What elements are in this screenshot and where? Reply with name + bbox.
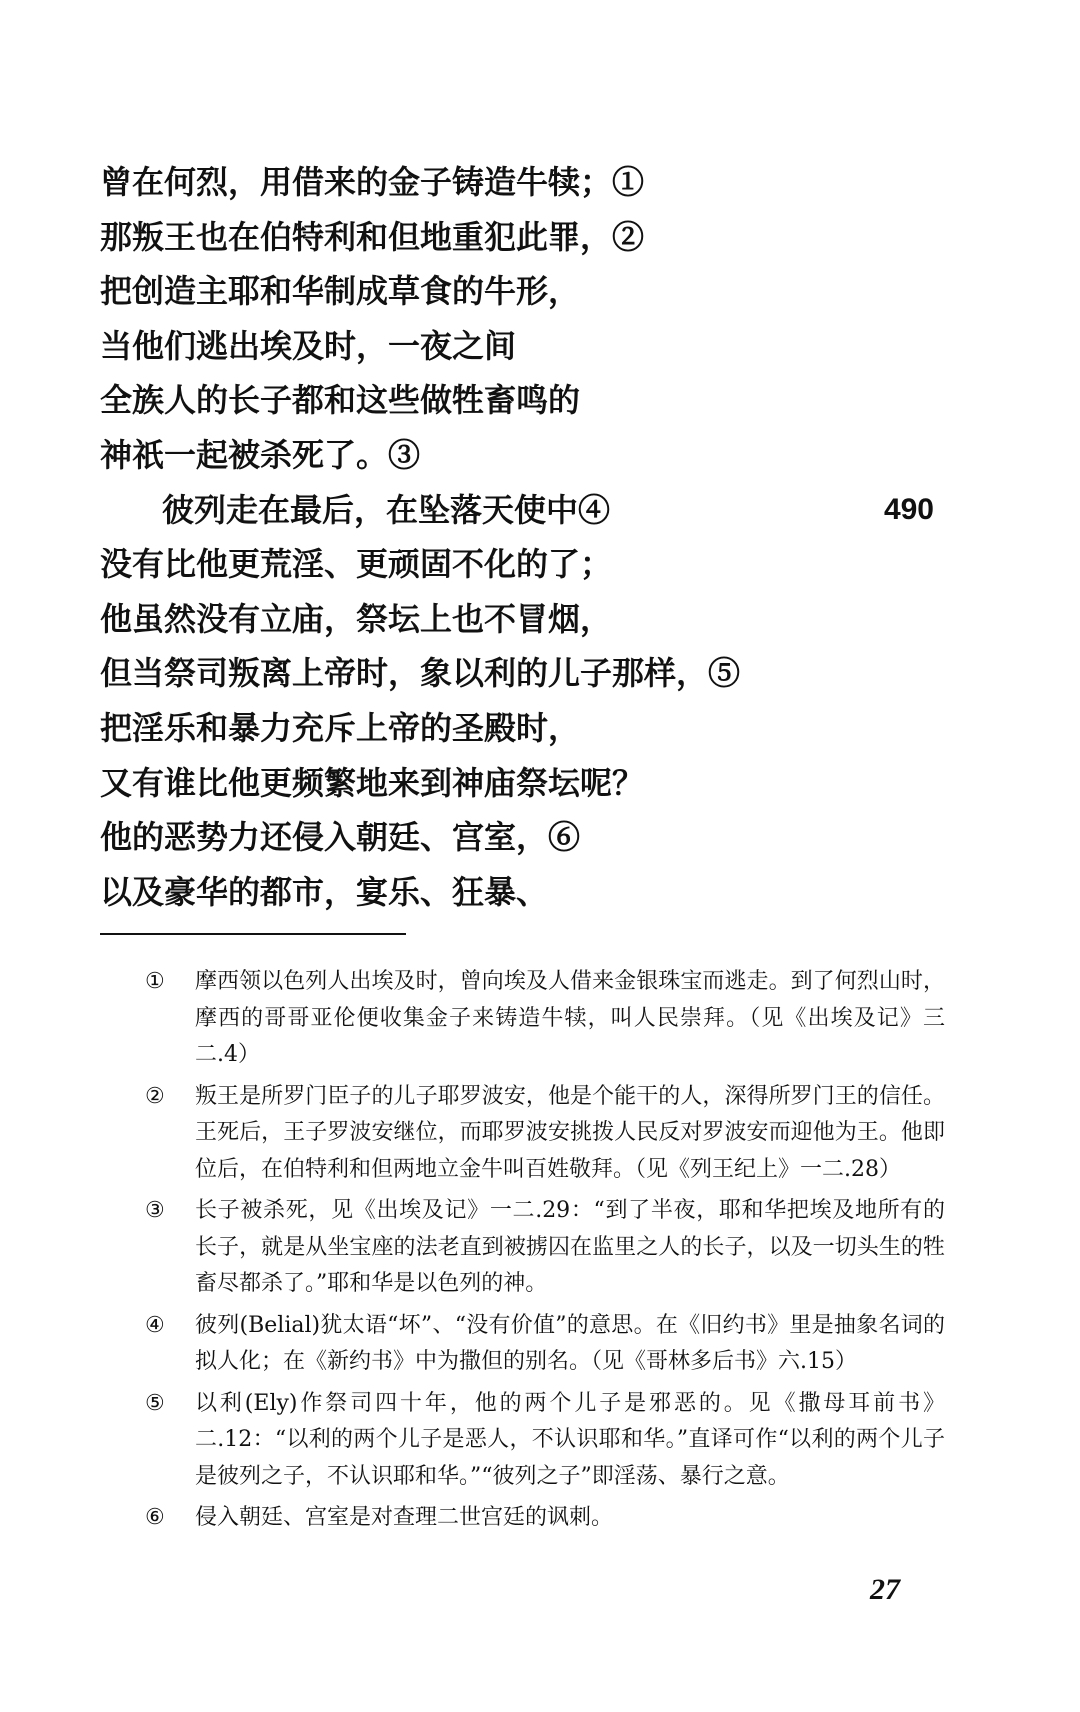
line-number: 490 xyxy=(883,492,934,526)
footnote-text: 侵入朝廷、宫室是对查理二世宫廷的讽刺。 xyxy=(195,1505,614,1530)
footnote xyxy=(145,1079,945,1189)
poem-line-text: 当他们逃出埃及时，一夜之间 xyxy=(100,326,517,365)
poem-line-text: 彼列走在最后，在坠落天使中④ xyxy=(162,490,611,529)
poem-line-text: 没有比他更荒淫、更顽固不化的了； xyxy=(100,545,613,584)
poem-line xyxy=(100,653,940,708)
poem-line-text: 以及豪华的都市，宴乐、狂暴、 xyxy=(100,872,549,911)
footnote xyxy=(145,1308,945,1381)
poem-body xyxy=(100,162,940,926)
footnote-text: 长子被杀死，见《出埃及记》一二.29：“到了半夜，耶和华把埃及地所有的长子，就是从坐宝座的法老直到被掳囚在监里之人的长子，以及一切头生的牲畜尽都杀了。”耶和华是以色列的神。 xyxy=(195,1198,945,1296)
footnote xyxy=(145,1386,945,1496)
footnote-mark: ④ xyxy=(145,1312,165,1338)
poem-line xyxy=(100,380,940,435)
footnote-mark: ③ xyxy=(145,1198,165,1223)
footnote-mark: ① xyxy=(145,969,165,994)
poem-line xyxy=(100,435,940,490)
footnote-divider xyxy=(100,933,406,935)
poem-line-text: 神祇一起被杀死了。③ xyxy=(100,435,421,474)
poem-line-text: 他虽然没有立庙，祭坛上也不冒烟， xyxy=(100,599,613,638)
poem-line-text: 把淫乐和暴力充斥上帝的圣殿时， xyxy=(100,708,581,747)
footnote-text: 以利(Ely)作祭司四十年，他的两个儿子是邪恶的。见《撒母耳前书》二.12：“以利的两个儿子是恶人，不认识耶和华。”直译可作“以利的两个儿子是彼列之子，不认识耶和华。”“彼列之子”即淫荡、暴行之意。 xyxy=(195,1390,945,1489)
poem-line xyxy=(100,162,940,217)
footnotes xyxy=(145,964,945,1542)
poem-line-stanza-start xyxy=(100,490,940,545)
footnote-text: 叛王是所罗门臣子的儿子耶罗波安，他是个能干的人，深得所罗门王的信任。王死后，王子罗波安继位，而耶罗波安挑拨人民反对罗波安而迎他为王。他即位后，在伯特利和但两地立金牛叫百姓敬拜。（见《列王纪上》一二.28） xyxy=(195,1083,945,1182)
poem-line xyxy=(100,544,940,599)
poem-line-text: 那叛王也在伯特利和但地重犯此罪，② xyxy=(100,217,645,256)
poem-line-text: 全族人的长子都和这些做牲畜鸣的 xyxy=(100,381,581,420)
footnote-mark: ⑤ xyxy=(145,1390,165,1416)
poem-line-text: 把创造主耶和华制成草食的牛形， xyxy=(100,272,581,311)
poem-line xyxy=(100,872,940,927)
footnote-text: 摩西领以色列人出埃及时，曾向埃及人借来金银珠宝而逃走。到了何烈山时，摩西的哥哥亚伦便收集金子来铸造牛犊，叫人民崇拜。（见《出埃及记》三二.4） xyxy=(195,969,945,1067)
poem-line xyxy=(100,708,940,763)
poem-line xyxy=(100,763,940,818)
poem-line-text: 又有谁比他更频繁地来到神庙祭坛呢？ xyxy=(100,763,645,802)
poem-line-text: 他的恶势力还侵入朝廷、宫室，⑥ xyxy=(100,818,581,857)
poem-line xyxy=(100,217,940,272)
footnote-text: 彼列(Belial)犹太语“坏”、“没有价值”的意思。在《旧约书》里是抽象名词的拟人化；在《新约书》中为撒但的别名。（见《哥林多后书》六.15） xyxy=(195,1312,945,1374)
footnote xyxy=(145,1500,945,1537)
poem-line xyxy=(100,271,940,326)
poem-line xyxy=(100,817,940,872)
poem-line-text: 但当祭司叛离上帝时，象以利的儿子那样，⑤ xyxy=(100,654,741,693)
footnote xyxy=(145,1193,945,1303)
poem-line xyxy=(100,599,940,654)
poem-line-text: 曾在何烈，用借来的金子铸造牛犊；① xyxy=(100,163,645,201)
footnote xyxy=(145,964,945,1074)
footnote-mark: ② xyxy=(145,1083,165,1109)
page-number: 27 xyxy=(870,1573,900,1606)
poem-line xyxy=(100,326,940,381)
footnote-mark: ⑥ xyxy=(145,1505,165,1530)
